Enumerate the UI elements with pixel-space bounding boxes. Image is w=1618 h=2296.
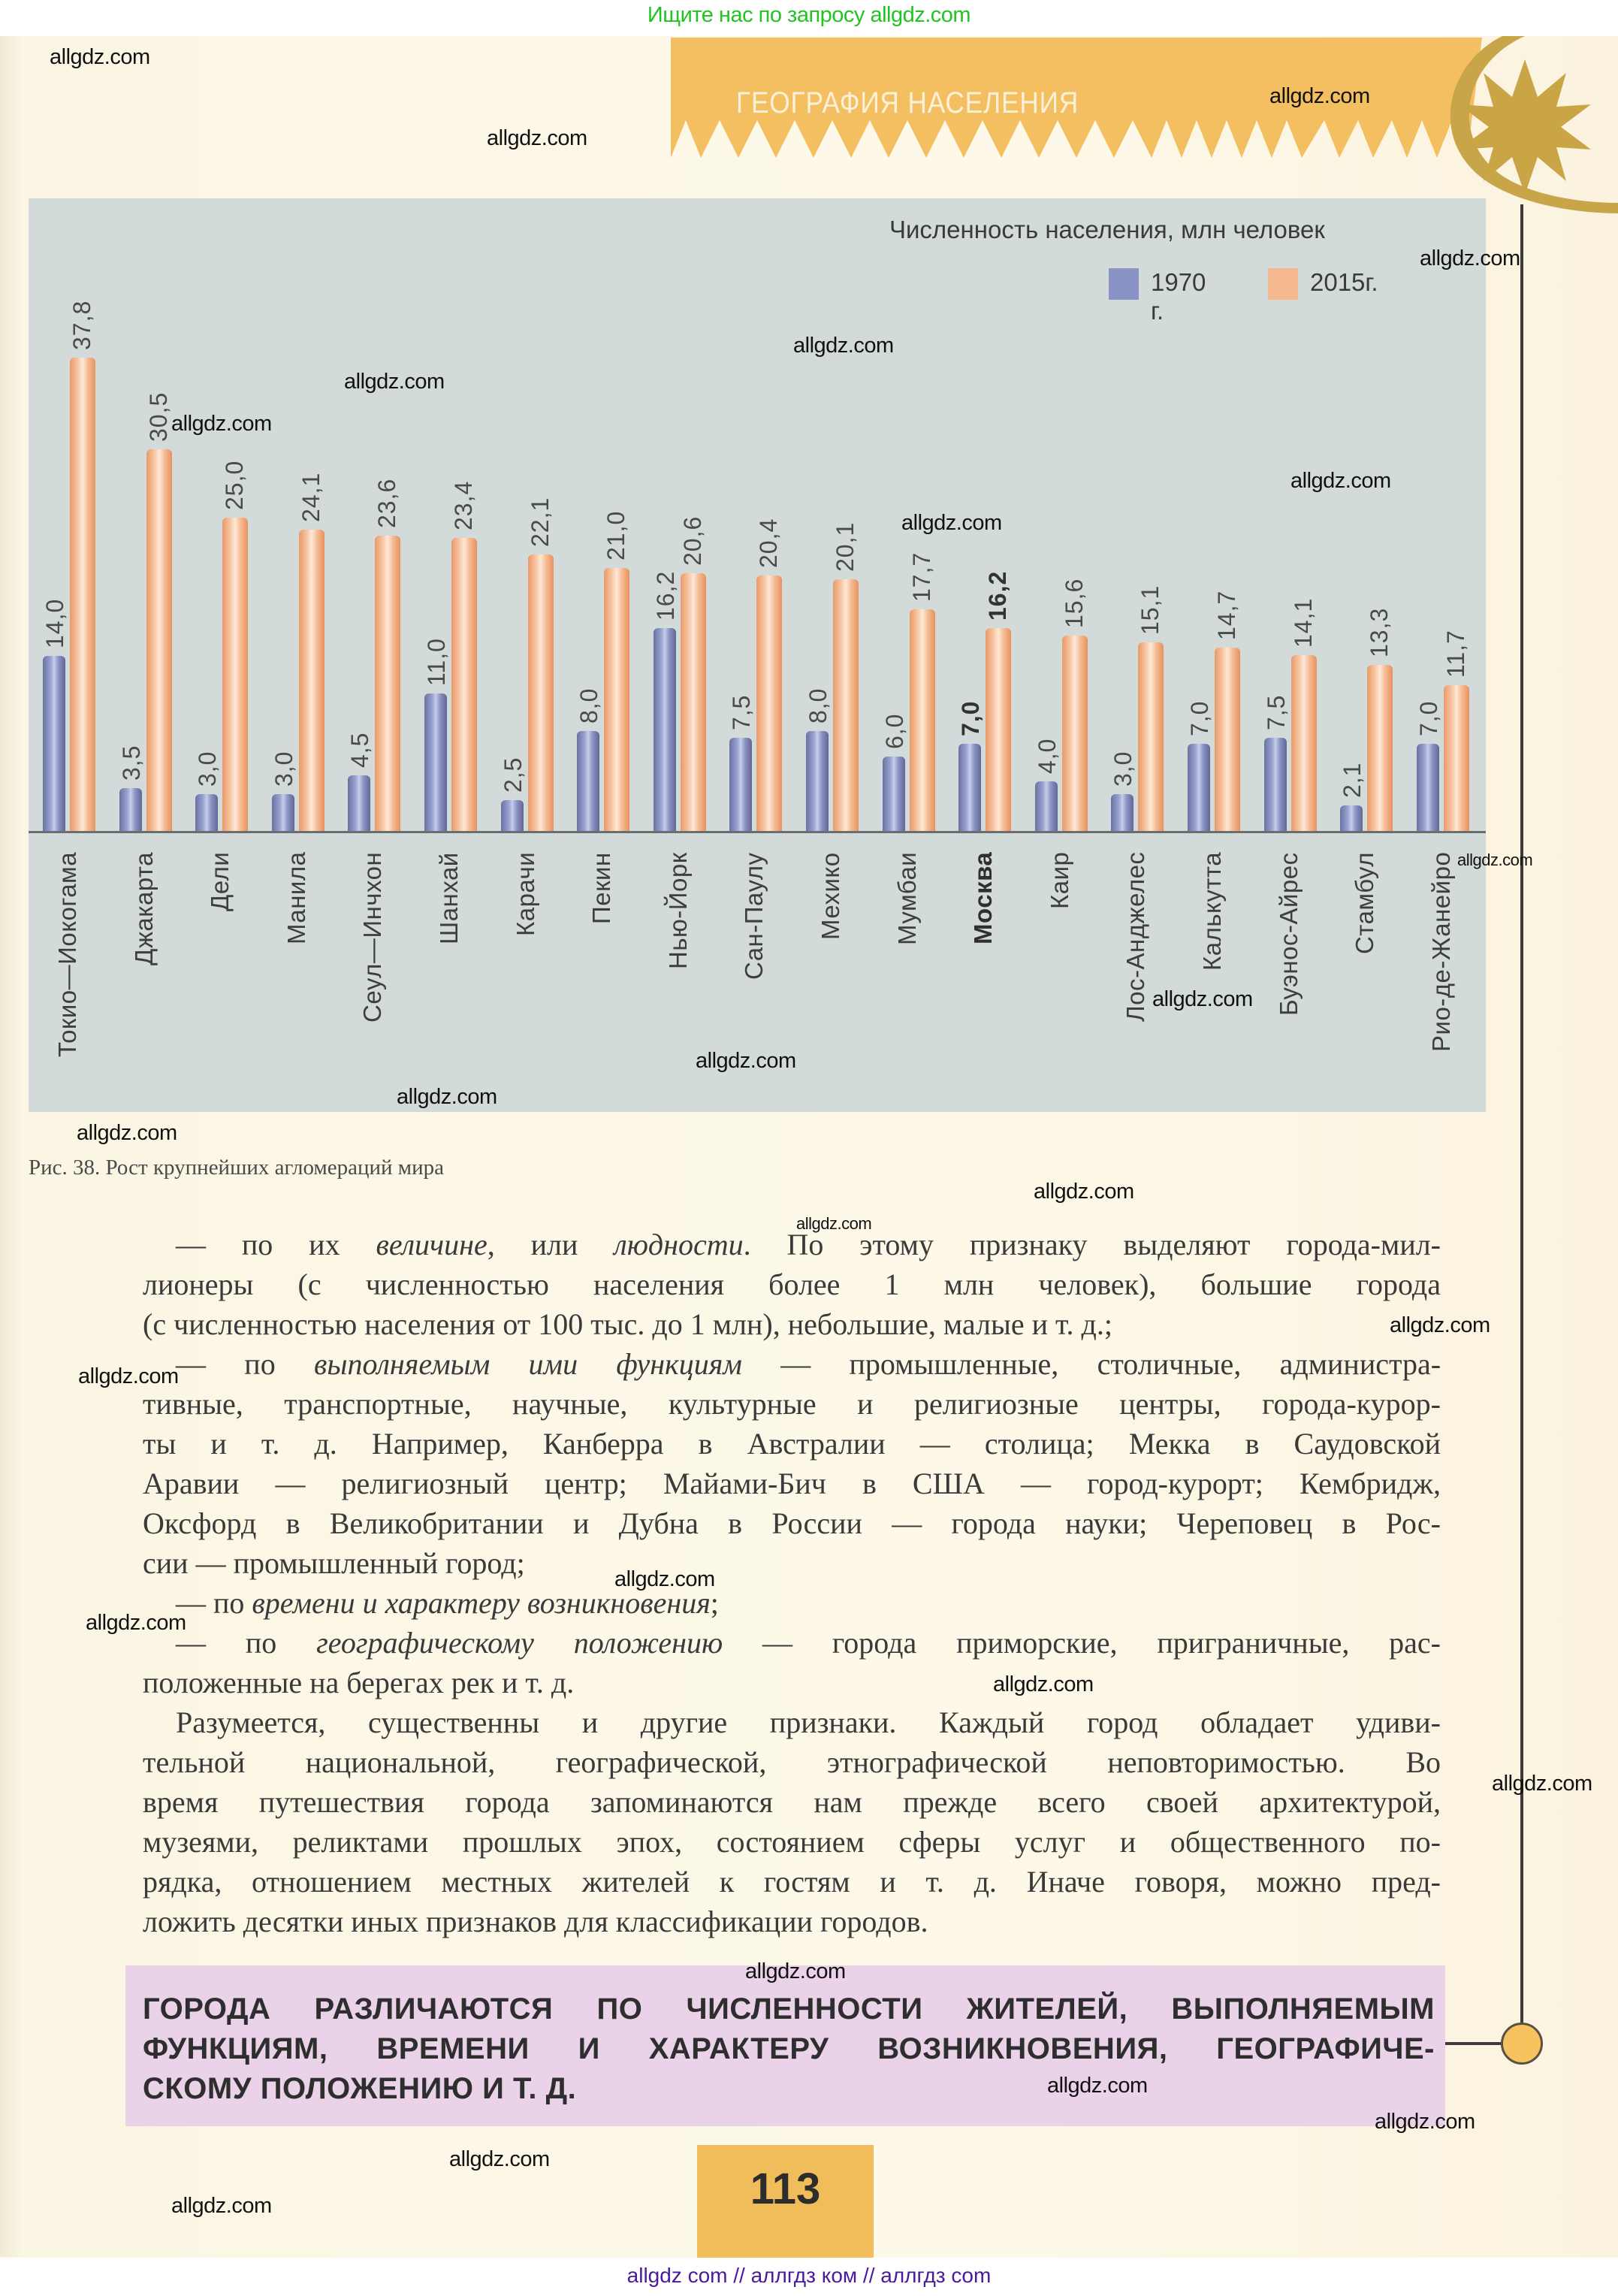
bar-2015 — [1062, 636, 1088, 832]
bar-1970 — [424, 693, 447, 832]
watermark-text: allgdz.com — [77, 1121, 177, 1145]
watermark-text: allgdz.com — [171, 2194, 272, 2218]
bar-1970 — [195, 794, 218, 832]
bar-value-label: 4,5 — [346, 732, 374, 768]
bar-2015 — [70, 358, 95, 832]
bar-value-label: 20,6 — [678, 515, 706, 566]
bar-2015 — [299, 530, 325, 832]
bar-value-label: 11,7 — [1441, 630, 1469, 678]
watermark-text: allgdz.com — [1492, 1772, 1592, 1796]
bar-1970 — [1111, 794, 1134, 832]
bar-1970 — [1035, 781, 1058, 832]
bar-2015 — [451, 538, 477, 832]
bar-value-label: 3,0 — [1109, 751, 1137, 787]
bar-2015 — [1444, 685, 1469, 832]
category-label: Токио—Иокогама — [53, 851, 81, 1057]
bar-value-label: 23,4 — [450, 480, 477, 530]
category-label: Рио-де-Жанейро — [1426, 851, 1455, 1052]
bar-1970 — [883, 757, 905, 832]
watermark-text: allgdz.com — [796, 1214, 872, 1233]
summary-text: ГОРОДА РАЗЛИЧАЮТСЯ ПО ЧИСЛЕННОСТИ ЖИТЕЛЕЙ, ВЫПОЛНЯЕМЫМ ФУНКЦИЯМ, ВРЕМЕНИ И ХАРАКТЕРУ ВОЗНИКНОВЕНИЯ, ГЕОГРАФИЧЕ- СКОМУ ПОЛОЖЕНИЮ И Т. Д. — [143, 1992, 1435, 2105]
bar-value-label: 30,5 — [144, 391, 172, 442]
bar-2015 — [756, 576, 782, 832]
category-label: Лос-Анджелес — [1121, 851, 1150, 1022]
watermark-text: allgdz.com — [449, 2147, 550, 2171]
bar-value-label: 15,1 — [1137, 585, 1164, 635]
category-label: Каир — [1045, 851, 1073, 909]
watermark-text: allgdz.com — [1420, 246, 1520, 270]
bar-value-label: 22,1 — [526, 497, 554, 547]
paragraph-by-size: — по их величине, или людности. По этому признаку выделяют города-мил- лионеры (с численностью населения более 1 млн человек), большие города (с численностью населения от 100 тыс. до 1 млн), небольшие, малые и т. д.; — [143, 1228, 1441, 1341]
legend-label-2015: 2015г. — [1310, 268, 1378, 296]
watermark-text: allgdz.com — [1390, 1313, 1490, 1337]
category-label: Джакарта — [129, 851, 158, 965]
bar-value-label: 2,5 — [499, 757, 527, 793]
bar-1970 — [1340, 805, 1363, 832]
watermark-text: allgdz.com — [696, 1049, 796, 1073]
bar-2015 — [910, 609, 935, 832]
bar-value-label: 6,0 — [880, 713, 908, 749]
bar-value-label: 7,0 — [957, 700, 985, 736]
watermark-text: allgdz.com — [1152, 987, 1253, 1011]
bar-value-label: 2,1 — [1339, 762, 1366, 798]
bar-2015 — [375, 536, 400, 832]
bar-1970 — [577, 731, 599, 832]
bar-value-label: 24,1 — [297, 472, 325, 522]
top-watermark-text[interactable]: Ищите нас по запросу allgdz.com — [647, 3, 971, 27]
bottom-watermark-text[interactable]: allgdz com // аллгдз ком // аллгдз com — [626, 2264, 992, 2287]
category-label: Дели — [206, 851, 234, 911]
bar-value-label: 15,6 — [1060, 578, 1088, 628]
paragraph-by-function: — по выполняемым ими функциям — промышленные, столичные, администра- тивные, транспортные, научные, культурные и религиозные центры, города-курор- ты и т. д. Например, Канберра в Австралии — столица; Мекка в Саудовской Аравии — религиозный центр; Майами-Бич в США — город-курорт; Кембридж, Оксфорд в Великобритании и Дубна в России — города науки; Череповец в Рос- сии — промышленный город; — [143, 1347, 1441, 1580]
category-label: Пекин — [587, 852, 616, 924]
bar-value-label: 3,0 — [270, 751, 297, 787]
bar-value-label: 7,5 — [1262, 694, 1290, 730]
bar-value-label: 16,2 — [651, 570, 679, 621]
bar-2015 — [1367, 665, 1393, 832]
bar-value-label: 14,1 — [1289, 597, 1317, 648]
category-label: Мехико — [817, 852, 844, 940]
category-label: Сеул—Инчхон — [358, 851, 387, 1023]
watermark-text: allgdz.com — [1269, 84, 1370, 108]
watermark-text: allgdz.com — [793, 334, 894, 358]
bar-value-label: 14,0 — [41, 598, 68, 648]
bar-value-label: 25,0 — [221, 460, 249, 510]
bar-value-label: 11,0 — [423, 638, 450, 686]
category-label: Мумбаи — [892, 851, 921, 945]
bar-1970 — [272, 794, 294, 832]
watermark-text: allgdz.com — [1047, 2074, 1148, 2098]
bar-value-label: 8,0 — [804, 687, 832, 724]
bar-value-label: 16,2 — [984, 570, 1012, 621]
category-label: Стамбул — [1351, 852, 1379, 954]
page-number: 113 — [750, 2165, 821, 2213]
watermark-text: allgdz.com — [901, 511, 1002, 535]
bottom-watermark-bar — [0, 2258, 1618, 2296]
bar-1970 — [729, 738, 752, 832]
bar-1970 — [348, 775, 370, 832]
bar-1970 — [958, 744, 981, 832]
bar-2015 — [1215, 648, 1240, 832]
bar-value-label: 23,6 — [373, 478, 401, 528]
bar-1970 — [1188, 744, 1210, 832]
watermark-text: allgdz.com — [397, 1085, 497, 1109]
bar-2015 — [681, 573, 706, 832]
watermark-text: allgdz.com — [1290, 469, 1391, 493]
watermark-text: allgdz.com — [993, 1672, 1094, 1696]
watermark-text: allgdz.com — [745, 1959, 846, 1983]
bar-value-label: 3,0 — [194, 751, 222, 787]
summary-connector-line — [1445, 2042, 1502, 2045]
watermark-text: allgdz.com — [86, 1611, 186, 1635]
category-label: Буэнос-Айрес — [1274, 852, 1303, 1016]
chart-x-axis — [29, 831, 1486, 833]
section-title: ГЕОГРАФИЯ НАСЕЛЕНИЯ — [736, 86, 1079, 119]
watermark-text: allgdz.com — [1034, 1180, 1134, 1204]
bar-1970 — [43, 656, 65, 832]
bar-value-label: 7,0 — [1186, 700, 1213, 736]
category-label: Сан-Паулу — [740, 852, 768, 980]
bar-1970 — [1264, 738, 1287, 832]
paragraph-by-location: — по географическому положению — города приморские, приграничные, рас- положенные на берегах рек и т. д. — [143, 1626, 1441, 1699]
category-label: Шанхай — [435, 852, 463, 944]
bar-2015 — [528, 554, 554, 832]
bar-2015 — [146, 449, 172, 832]
bar-1970 — [654, 628, 676, 832]
bar-value-label: 3,5 — [117, 745, 145, 781]
paragraph-other-features: Разумеется, существенны и другие признаки. Каждый город обладает удиви- тельной национальной, географической, этнографической неповторимостью. Во время путешествия города запоминаются нам прежде всего своей архитектурой, музеями, реликтами прошлых эпох, состоянием сферы услуг и общественного по- рядка, отношением местных жителей к гостям и т. д. Иначе говоря, можно пред- ложить десятки иных признаков для классификации городов. — [143, 1705, 1441, 1938]
category-label: Карачи — [511, 851, 539, 936]
margin-rule-line — [1520, 204, 1523, 2023]
bar-1970 — [1417, 744, 1439, 832]
bar-1970 — [119, 788, 142, 832]
legend-label-1970: 1970 г. — [1151, 268, 1206, 325]
figure-caption: Рис. 38. Рост крупнейших агломераций мира — [29, 1156, 445, 1180]
bar-1970 — [501, 800, 524, 832]
watermark-text: allgdz.com — [1375, 2110, 1475, 2134]
bar-value-label: 13,3 — [1366, 607, 1393, 657]
category-label: Манила — [282, 851, 310, 944]
bar-1970 — [806, 731, 829, 832]
watermark-text: allgdz.com — [344, 370, 445, 394]
watermark-text: allgdz.com — [487, 126, 587, 150]
category-label: Нью-Йорк — [663, 852, 692, 969]
watermark-text: allgdz.com — [614, 1567, 715, 1591]
bar-2015 — [1138, 642, 1164, 832]
bar-value-label: 17,7 — [907, 551, 935, 602]
bar-value-label: 20,1 — [832, 521, 859, 572]
bar-value-label: 4,0 — [1033, 738, 1061, 774]
bar-2015 — [604, 568, 629, 832]
bar-2015 — [1291, 655, 1317, 832]
category-label: Калькутта — [1198, 851, 1226, 971]
watermark-text: allgdz.com — [1457, 850, 1533, 869]
bar-2015 — [222, 518, 248, 832]
paragraph-by-origin: — по времени и характеру возникновения; — [176, 1586, 719, 1620]
bar-value-label: 7,5 — [728, 694, 756, 730]
bar-value-label: 14,7 — [1213, 590, 1240, 640]
summary-marker-circle — [1501, 2023, 1543, 2065]
watermark-text: allgdz.com — [171, 412, 272, 436]
bar-2015 — [833, 579, 859, 832]
category-label: Москва — [969, 851, 998, 944]
watermark-text: allgdz.com — [50, 45, 150, 69]
bar-value-label: 21,0 — [602, 510, 630, 560]
chart-title: Численность населения, млн человек — [889, 216, 1325, 243]
bar-value-label: 37,8 — [68, 300, 95, 350]
bar-2015 — [986, 628, 1011, 832]
bar-value-label: 7,0 — [1414, 700, 1442, 736]
watermark-text: allgdz.com — [78, 1364, 179, 1388]
bar-value-label: 20,4 — [755, 518, 783, 568]
bar-value-label: 8,0 — [575, 687, 603, 724]
